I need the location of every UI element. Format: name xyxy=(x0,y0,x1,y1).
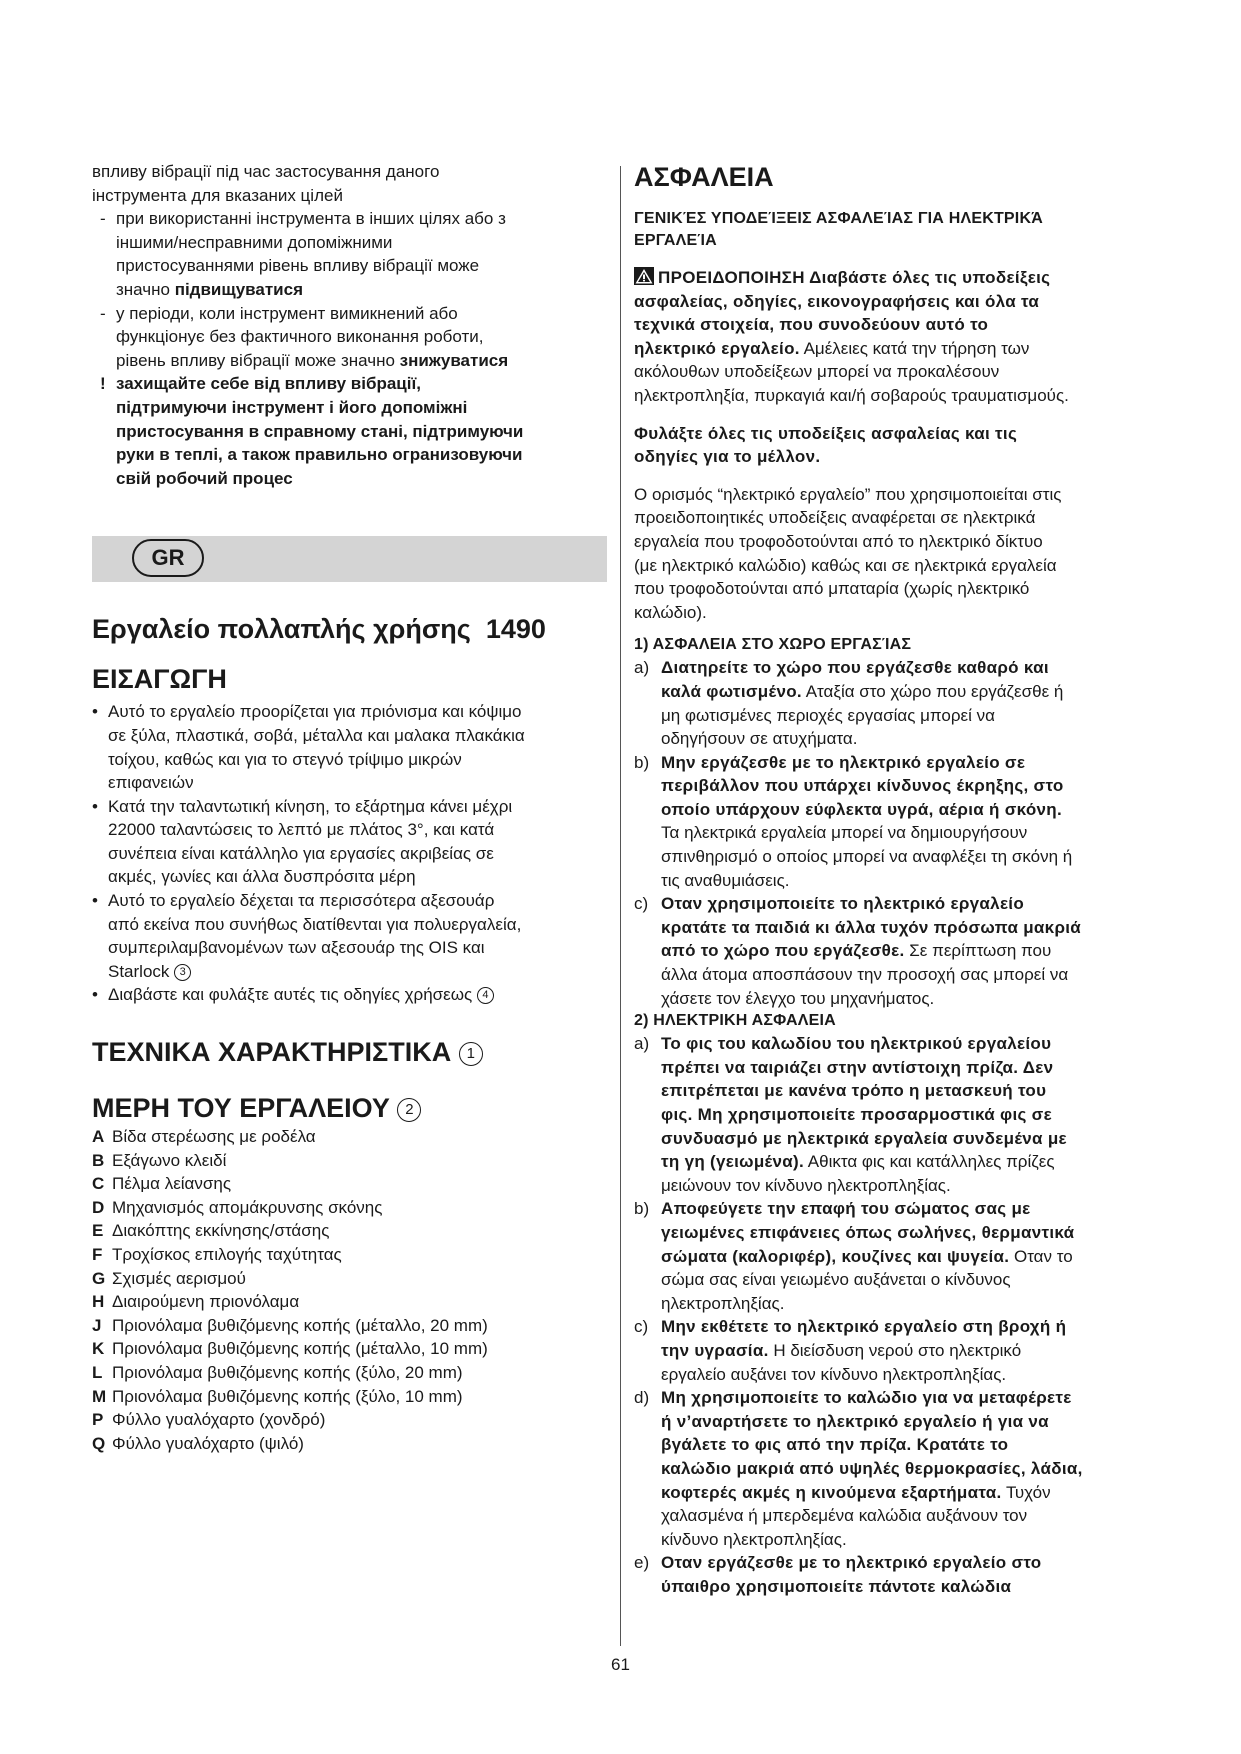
page-number: 61 xyxy=(611,1655,630,1674)
part-key: C xyxy=(92,1174,105,1194)
safety-item: a) Διατηρείτε το χώρο που εργάζεσθε καθαρό και καλά φωτισμένο. Αταξία στο χώρο που εργάζεσθε ή μη φωτισμένες περιοχές εργασίας μπορεί να οδηγήσουν σε ατυχήματα. xyxy=(634,658,1064,749)
part-key: Q xyxy=(92,1433,106,1453)
part-key: H xyxy=(92,1292,105,1312)
column-divider xyxy=(620,166,621,1646)
bullet-item: • Κατά την ταλαντωτική κίνηση, το εξάρτημα κάνει μέχρι 22000 ταλαντώσεις το λεπτό με πλάτος 3°, και κατά συνέπεια είναι κατάλληλο για εργασίες ακριβείας σε ακμές, γωνίες και άλλα δυσπρόσιτα μέρη xyxy=(92,796,513,887)
language-bar xyxy=(92,536,607,582)
part-key: J xyxy=(92,1315,102,1335)
part-key: P xyxy=(92,1410,104,1430)
figure-ref: 1 xyxy=(459,1042,483,1066)
safety-heading: ΑΣΦΑΛΕΙΑ xyxy=(634,162,774,192)
safety-item: a) Το φις του καλωδίου του ηλεκτρικού εργαλείου πρέπει να ταιριάζει στην αντίστοιχη πρίζα. Δεν επιτρέπεται με κανένα τρόπο η μετασκευή του φις. Μη χρησιμοποιείτε προσαρμοστικά φις σε συνδυασμό με ηλεκτρικά εργαλεία συνδεμένα με τη γη (γειωμένα). Αθικτα φις και κατάλληλες πρίζες μειώνουν τον κίνδυνο ηλεκτροπληξίας. xyxy=(634,1034,1067,1195)
figure-ref: 3 xyxy=(174,964,191,981)
part-item xyxy=(92,1408,607,1432)
item-marker: c) xyxy=(634,894,649,914)
part-key: D xyxy=(92,1197,105,1217)
part-item xyxy=(92,1172,607,1196)
part-label: Φύλλο γυαλόχαρτο (χονδρό) xyxy=(112,1410,326,1430)
part-label: Τροχίσκος επιλογής ταχύτητας xyxy=(112,1245,342,1264)
warning-note: ! захищайте себе від впливу вібрації, підтримуючи інструмент і його допоміжні пристосування в справному стані, підтримуючи руки в теплі, а також правильно огранизовуючи свій робочий процес xyxy=(100,374,524,488)
part-label: Πέλμα λείανσης xyxy=(112,1174,232,1194)
part-label: Βίδα στερέωσης με ροδέλα xyxy=(112,1127,316,1147)
work-area-list xyxy=(634,656,1149,1010)
part-key: L xyxy=(92,1362,103,1382)
item-marker: c) xyxy=(634,1317,649,1337)
bullet-item: • Αυτό το εργαλείο προορίζεται για πριόνισμα και κόψιμο σε ξύλα, πλαστικά, σοβά, μέταλλα και μαλακα πλακάκια τοίχου, καθώς και για το στεγνό τρίψιμο μικρών επιφανειών xyxy=(92,702,525,793)
safety-item: c) Οταν χρησιμοποιείτε το ηλεκτρικό εργαλείο κρατάτε τα παιδιά κι άλλα τυχόν πρόσωπα μακριά από το χώρο που εργάζεσθε. Σε περίπτωση που άλλα άτομα αποσπάσουν την προσοχή σας μπορεί να χάσετε τον έλεγχο του μηχανήματος. xyxy=(634,894,1082,1008)
warning-paragraph: ΠΡΟΕΙΔΟΠΟΙΗΣΗ Διαβάστε όλες τις υποδείξεις ασφαλείας, οδηγίες, εικονογραφήσεις και όλα τα τεχνικά στοιχεία, που συνοδεύουν αυτό το ηλεκτρικό εργαλείο. Αμέλειες κατά την τήρηση των ακόλουθων υποδείξεων μπορεί να προκαλέσουν ηλεκτροπληξία, πυρκαγιά και/ή σοβαρούς τραυματισμούς. xyxy=(634,268,1069,405)
safety-item: b) Αποφεύγετε την επαφή του σώματος σας με γειωμένες επιφάνειες όπως σωλήνες, θερμαντικά σώματα (καλοριφέρ), κουζίνες και ψυγεία. Οταν το σώμα σας είναι γειωμένο αυξάνεται ο κίνδυνος ηλεκτροπληξίας. xyxy=(634,1199,1075,1313)
keep-instructions: Φυλάξτε όλες τις υποδείξεις ασφαλείας και τις οδηγίες για το μέλλον. xyxy=(634,423,1018,467)
intro-heading: ΕΙΣΑΓΩΓΗ xyxy=(92,664,227,695)
part-key: A xyxy=(92,1127,105,1147)
electrical-heading: 2) ΗΛΕΚΤΡΙΚΗ ΑΣΦΑΛΕΙΑ xyxy=(634,1012,836,1030)
part-label: Πριονόλαμα βυθιζόμενης κοπής (ξύλο, 20 mm) xyxy=(112,1362,463,1382)
bullet-item: • Διαβάστε και φυλάξτε αυτές τις οδηγίες χρήσεως 4 xyxy=(92,983,607,1007)
parts-list xyxy=(92,1125,607,1455)
safety-item: e) Οταν εργάζεσθε με το ηλεκτρικό εργαλείο στο ύπαιθρο χρησιμοποιείτε πάντοτε καλώδια xyxy=(634,1553,1042,1596)
part-label: Φύλλο γυαλόχαρτο (ψιλό) xyxy=(112,1433,304,1453)
part-label: Διακόπτης εκκίνησης/στάσης xyxy=(112,1221,330,1241)
text-line: впливу вібрації під час застосування даного xyxy=(92,162,440,181)
item-marker: a) xyxy=(634,1034,650,1054)
part-item xyxy=(92,1243,607,1267)
item-marker: b) xyxy=(634,752,650,772)
part-item xyxy=(92,1385,607,1409)
part-key: E xyxy=(92,1221,104,1241)
part-item xyxy=(92,1125,607,1149)
part-label: Πριονόλαμα βυθιζόμενης κοπής (μέταλλο, 10 mm) xyxy=(112,1339,488,1359)
part-key: B xyxy=(92,1150,105,1170)
parts-heading: ΜΕΡΗ ΤΟΥ ΕΡΓΑΛΕΙΟΥ 2 xyxy=(92,1091,607,1125)
part-label: Πριονόλαμα βυθιζόμενης κοπής (ξύλο, 10 mm) xyxy=(112,1386,463,1406)
part-item xyxy=(92,1314,607,1338)
part-key: F xyxy=(92,1245,103,1264)
left-column xyxy=(92,160,607,1455)
safety-item: c) Μην εκθέτετε το ηλεκτρικό εργαλείο στη βροχή ή την υγρασία. Η διείσδυση νερού στο ηλεκτρικό εργαλείο αυξάνει τον κίνδυνο ηλεκτροπληξίας. xyxy=(634,1317,1067,1384)
dash-item-decrease: - у періоди, коли інструмент вимикнений або функціонує без фактичного виконання роботи, рівень впливу вібрації може значно знижуватися xyxy=(100,303,509,370)
figure-ref: 4 xyxy=(477,987,494,1004)
part-label: Διαιρούμενη πριονόλαμα xyxy=(112,1292,300,1312)
product-title: Εργαλείο πολλαπλής χρήσης 1490 xyxy=(92,614,546,645)
part-label: Εξάγωνο κλειδί xyxy=(112,1150,227,1170)
part-label: Πριονόλαμα βυθιζόμενης κοπής (μέταλλο, 20 mm) xyxy=(112,1315,488,1335)
part-item xyxy=(92,1219,607,1243)
item-marker: b) xyxy=(634,1199,650,1219)
intro-text xyxy=(92,160,607,207)
right-column xyxy=(634,160,1149,1598)
part-item xyxy=(92,1196,607,1220)
item-marker: e) xyxy=(634,1553,650,1573)
part-item xyxy=(92,1432,607,1456)
part-item xyxy=(92,1361,607,1385)
part-label: Σχισμές αερισμού xyxy=(112,1268,246,1288)
part-label: Μηχανισμός απομάκρυνσης σκόνης xyxy=(112,1197,383,1217)
safety-item: d) Μη χρησιμοποιείτε το καλώδιο για να μεταφέρετε ή ν’αναρτήσετε το ηλεκτρικό εργαλείο ή για να βγάλετε το φις από την πρίζα. Κρατάτε το καλώδιο μακριά από υψηλές θερμοκρασίες, λάδια, κοφτερές ακμές η κινούμενα εξαρτήματα. Τυχόν χαλασμένα ή μπερδεμένα καλώδια αυξάνουν τον κίνδυνο ηλεκτροπληξίας. xyxy=(634,1388,1083,1549)
language-badge: GR xyxy=(132,539,204,577)
text-line: інструмента для вказаних цілей xyxy=(92,185,343,205)
part-item xyxy=(92,1267,607,1291)
bullet-item: • Αυτό το εργαλείο δέχεται τα περισσότερα αξεσουάρ από εκείνα που συνήθως διατίθενται για πολυεργαλεία, συμπεριλαμβανομένων των αξεσουάρ της OIS και Starlock 3 xyxy=(92,891,522,981)
electrical-list xyxy=(634,1032,1149,1598)
part-item xyxy=(92,1149,607,1173)
item-marker: d) xyxy=(634,1388,650,1408)
part-item xyxy=(92,1337,607,1361)
figure-ref: 2 xyxy=(397,1098,421,1122)
tech-heading: ΤΕΧΝΙΚΑ ΧΑΡΑΚΤΗΡΙΣΤΙΚΑ 1 xyxy=(92,1035,607,1069)
general-safety-heading: ΓΕΝΙΚΈΣ ΥΠΟΔΕΊΞΕΙΣ ΑΣΦΑΛΕΊΑΣ ΓΙΑ ΗΛΕΚΤΡΙΚΆ ΕΡΓΑΛΕΊΑ xyxy=(634,210,1043,249)
part-key: K xyxy=(92,1339,105,1359)
warning-icon xyxy=(634,267,654,285)
definition-paragraph: Ο ορισμός “ηλεκτρικό εργαλείο” που χρησιμοποιείται στις προειδοποιητικές υποδείξεις αναφέρεται σε ηλεκτρικά εργαλεία που τροφοδοτούνται από το ηλεκτρικό δίκτυο (με ηλεκτρικό καλώδιο) καθώς και σε ηλεκτρικά εργαλεία που τροφοδοτούνται από μπαταρία (χωρίς ηλεκτρικό καλώδιο). xyxy=(634,484,1062,622)
item-marker: a) xyxy=(634,658,650,678)
part-key: M xyxy=(92,1386,107,1406)
dash-item-increase: - при використанні інструмента в інших цілях або з іншими/несправними допоміжними пристосуваннями рівень впливу вібрації може значно підвищуватися xyxy=(100,209,506,299)
safety-item: b) Μην εργάζεσθε με το ηλεκτρικό εργαλείο σε περιβάλλον που υπάρχει κίνδυνος έκρηξης, στο οποίο υπάρχουν εύφλεκτα υγρά, αέρια ή σκόνη. Τα ηλεκτρικά εργαλεία μπορεί να δημιουργήσουν σπινθηρισμό ο οποίος μπορεί να αναφλέξει τη σκόνη ή τις αναθυμιάσεις. xyxy=(634,752,1073,890)
part-key: G xyxy=(92,1268,106,1288)
part-item xyxy=(92,1290,607,1314)
work-area-heading: 1) ΑΣΦΑΛΕΙΑ ΣΤΟ ΧΩΡΟ ΕΡΓΑΣΊΑΣ xyxy=(634,636,912,654)
